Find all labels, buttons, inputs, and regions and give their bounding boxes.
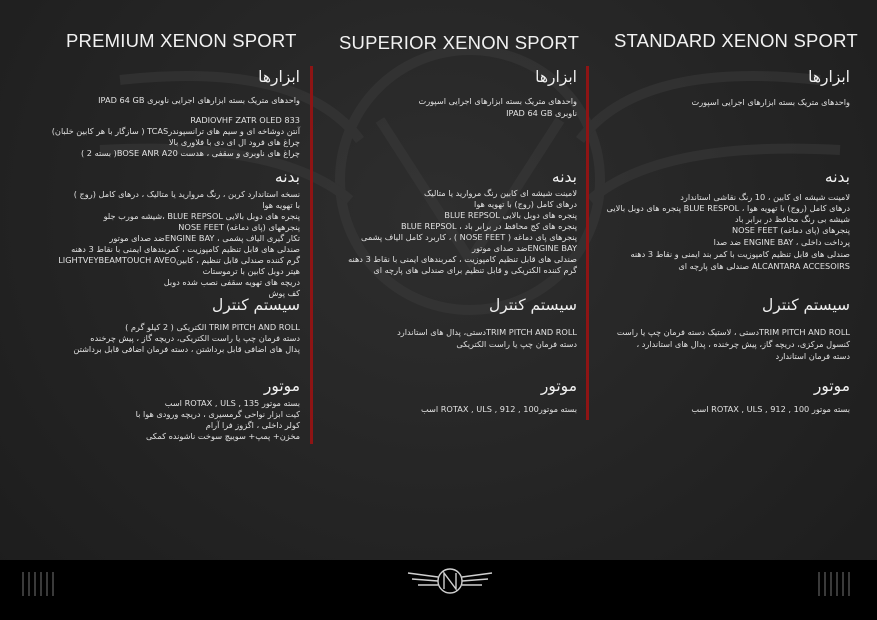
standard-body-line: شیشه بی رنگ محافظ در برابر باد: [734, 214, 850, 224]
superior-accent-bar: [586, 66, 589, 420]
standard-control-line: TRIM PITCH AND ROLLدستی ، لاستیک دسته فرمان چپ یا راست: [616, 327, 850, 337]
standard-engine-title: موتور: [813, 377, 850, 395]
superior-body-line: لامینت شیشه ای کابین رنگ مرواريد يا متاليک: [424, 188, 577, 198]
standard-control-line: دسته فرمان استاندارد: [775, 351, 850, 361]
standard-tools-title: ابزارها: [808, 68, 850, 86]
premium-body-line: دریچه های تهويه سقفی نصب شده دوبل: [163, 277, 300, 287]
premium-engine-title: موتور: [263, 377, 300, 395]
footer-stripes-right: [818, 572, 877, 596]
premium-control-line: دسته فرمان چپ یا راست الکتریکی، دریچه گاز ، پیش چرخنده: [90, 333, 300, 343]
superior-body-line: پنجره های دوبل بالايی BLUE REPSOL: [444, 210, 577, 220]
premium-body-line: نسخه استاندارد کربن ، رنگ مرواريد يا متاليک ، درهای کامل (روج ): [73, 189, 300, 199]
premium-tools-extra-line: چراغ های ناوبری و سقفی ، هدست BOSE ANR A20( بسته 2 ): [81, 148, 300, 158]
superior-body-line: صندلی های قابل تنظیم کامپوزیت ، کمربندهای ایمنی با نقاط 3 دهنه: [348, 254, 577, 264]
superior-control-title: سیستم کنترل: [489, 296, 577, 314]
footer-stripes-left: [22, 572, 82, 596]
premium-accent-bar: [310, 66, 313, 444]
superior-body-line: گرم کننده الکتریکی و قابل تنظیم برای صندلی های پارچه ای: [373, 265, 577, 275]
premium-body-title: بدنه: [274, 168, 300, 186]
superior-tools-line: ناوبری IPAD 64 GB: [506, 108, 577, 118]
superior-engine-line: بسته موتورROTAX , ULS , 912 , 100 اسب: [420, 404, 577, 414]
premium-engine-line: بسته موتور ROTAX , ULS , 135 اسب: [164, 398, 300, 408]
premium-body-line: کف پوش: [268, 288, 300, 298]
premium-control-title: سیستم کنترل: [212, 296, 300, 314]
premium-tools-extra-line: RADIOVHF ZATR OLED 833: [190, 115, 300, 125]
premium-control-line: پدال های اضافی قابل برداشتن ، دسته فرمان اضافی قابل برداشتن: [73, 344, 300, 354]
superior-engine-title: موتور: [540, 377, 577, 395]
premium-tools-extra-line: آنتن دوشاخه ای و سیم های ترانسپوندرTCAS ( سازگار با هر کابین خلبان): [51, 126, 300, 136]
premium-body-line: پنجرههای (پای دماغه) NOSE FEET: [178, 222, 300, 232]
premium-engine-line: کیت ابزار نواحی گرمسیری ، دریچه ورودی هوا با: [135, 409, 300, 419]
premium-body-line: صندلی های قابل تنظیم کامپوزیت ، کمربندهای ایمنی با نقاط 3 دهنه: [71, 244, 300, 254]
premium-column-title: PREMIUM XENON SPORT: [66, 30, 297, 51]
premium-body-line: هیتر دوبل کابین با ترموستات: [202, 266, 300, 276]
superior-body-title: بدنه: [551, 168, 577, 186]
premium-control-line: TRIM PITCH AND ROLL الکتریکی ( 2 کیلو گرم ): [125, 322, 300, 332]
premium-body-line: گرم کننده صندلی قابل تنظیم ، کابینLIGHTVEYBEAMTOUCH AVEO: [58, 255, 300, 265]
premium-tools-title: ابزارها: [258, 68, 300, 86]
standard-control-line: کنسول مرکزی، دریچه گاز، پیش چرخنده ، پدال های استاندارد ،: [636, 339, 850, 349]
superior-body-line: پنجرهای پای دماغه ( NOSE FEET ) ، کاربرد کامل الیاف پشمی: [361, 232, 577, 242]
standard-tools-line: واحدهای متریک بسته ابزارهای اجرایی اسپورت: [691, 97, 850, 107]
premium-body-line: پنجره های دوبل بالايی BLUE REPSOL ،شیشه مورب جلو: [103, 211, 300, 221]
superior-body-line: پنجره های کج محافظ در برابر باد ، BLUE REPSOL: [401, 221, 577, 231]
premium-tools-extra-line: چراغ های فرود ال ای دی با فلاوری بالا: [168, 137, 300, 147]
premium-body-line: با تهويه هوا: [262, 200, 300, 210]
standard-body-line: پرداخت داخلی ، ENGINE BAY ضد صدا: [713, 237, 850, 247]
standard-body-line: لامینت شیشه ای کابین ، 10 رنگ نقاشی استاندارد: [680, 192, 850, 202]
winged-n-logo-icon: [404, 563, 496, 599]
superior-control-line: TRIM PITCH AND ROLLدستی، پدال های استاندارد: [397, 327, 577, 337]
superior-body-line: ENGINE BAYضد صدای موتور: [471, 243, 577, 253]
standard-body-title: بدنه: [824, 168, 850, 186]
superior-body-line: درهای کامل (روج) با تهويه هوا: [474, 199, 577, 209]
standard-body-line: ALCANTARA ACCESOIRS صندلی های پارچه ای: [678, 261, 850, 271]
standard-body-line: صندلی های قابل تنظیم کامپوزیت با کمر بند ایمنی و نقاط 3 دهنه: [630, 249, 850, 259]
premium-engine-line: مخزن+ پمپ+ سوییچ سوخت ناشونده کمکی: [145, 431, 300, 441]
superior-tools-title: ابزارها: [535, 68, 577, 86]
standard-engine-line: بسته موتور ROTAX , ULS , 912 , 100 اسب: [691, 404, 850, 414]
standard-column-title: STANDARD XENON SPORT: [614, 30, 858, 51]
superior-tools-line: واحدهای متریک بسته ابزارهای اجرایی اسپورت: [418, 96, 577, 106]
standard-body-line: درهای کامل (روج) با تهويه هوا ، BLUE RESPOL پنجره های دوبل بالايی: [606, 203, 850, 213]
premium-tools-line: واحدهای متریک بسته ابزارهای اجرایی ناوبری IPAD 64 GB: [98, 95, 300, 105]
standard-body-line: پنجرهای (پای دماغه) NOSE FEET: [732, 225, 850, 235]
premium-engine-line: کولر داخلی ، اگزوز فرا آرام: [205, 420, 300, 430]
superior-control-line: دسته فرمان چپ یا راست الکتریکی: [456, 339, 577, 349]
superior-column-title: SUPERIOR XENON SPORT: [339, 32, 580, 53]
premium-body-line: تکار گیری الیاف پشمی ، ENGINE BAYضد صدای موتور: [109, 233, 300, 243]
standard-control-title: سیستم کنترل: [762, 296, 850, 314]
